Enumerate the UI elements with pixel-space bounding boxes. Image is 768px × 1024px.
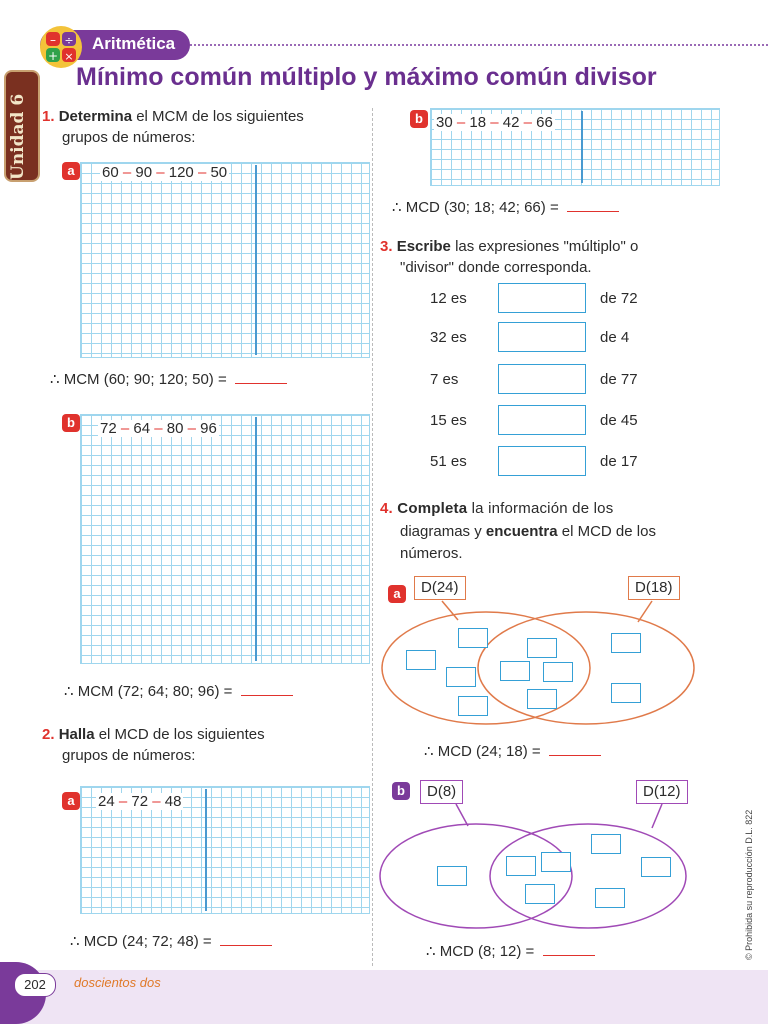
- svg-text:+: +: [47, 49, 59, 63]
- q1-text: el MCM de los siguientes: [136, 108, 304, 125]
- q2a-answer-blank[interactable]: [220, 945, 272, 946]
- q3-row3-right: de 77: [600, 371, 638, 388]
- q4b-box-3[interactable]: [541, 852, 571, 872]
- q4b-left-pointer: [456, 804, 468, 826]
- page-number-words: doscientos dos: [74, 975, 161, 990]
- q4-prompt: [380, 498, 613, 519]
- q4b-box-5[interactable]: [591, 834, 621, 854]
- q1a-answer-blank[interactable]: [235, 383, 287, 384]
- q1a-answer-text: ∴ MCM (60; 90; 120; 50) =: [50, 371, 231, 388]
- q1-prompt: [42, 106, 304, 127]
- q4b-box-6[interactable]: [641, 857, 671, 877]
- q4b-label: b: [392, 782, 410, 800]
- q3-row1-left: 12 es: [430, 290, 467, 307]
- q3-row2-input[interactable]: [498, 322, 586, 352]
- column-divider: [372, 108, 373, 966]
- q4a-box-7[interactable]: [543, 662, 573, 682]
- q4a-left-set-label: D(24): [414, 576, 466, 600]
- q4-text1: la información de los: [471, 500, 614, 517]
- q2-text: el MCD de los siguientes: [98, 726, 265, 743]
- unit-tab-label: Unidad 6: [8, 93, 28, 180]
- q1b-answer: [64, 682, 293, 700]
- q3-row4-left: 15 es: [430, 412, 467, 429]
- q4a-box-10[interactable]: [611, 683, 641, 703]
- q3-number: 3.: [380, 238, 393, 255]
- q4a-box-9[interactable]: [611, 633, 641, 653]
- q4b-left-set-label: D(8): [420, 780, 463, 804]
- q4a-answer: [424, 742, 601, 760]
- q4a-box-3[interactable]: [446, 667, 476, 687]
- q4a-answer-text: ∴ MCD (24; 18) =: [424, 743, 545, 760]
- svg-text:–: –: [50, 33, 56, 47]
- q2-number: 2.: [42, 726, 55, 743]
- q4-verb1: Completa: [397, 500, 468, 517]
- q4-text2b: el MCD de los: [561, 523, 656, 540]
- header-dotted-rule: [190, 44, 768, 46]
- copyright-notice: © Prohibida su reproducción D.L. 822: [744, 809, 754, 960]
- q4b-answer-blank[interactable]: [543, 955, 595, 956]
- q4a-box-5[interactable]: [527, 638, 557, 658]
- q2b-answer-blank[interactable]: [567, 211, 619, 212]
- q1-prompt-line2: grupos de números:: [62, 129, 196, 146]
- q2a-divider-line: [205, 789, 207, 911]
- q2a-answer-text: ∴ MCD (24; 72; 48) =: [70, 933, 216, 950]
- q3-row3-input[interactable]: [498, 364, 586, 394]
- q3-row3-left: 7 es: [430, 371, 459, 388]
- q4b-answer-text: ∴ MCD (8; 12) =: [426, 943, 539, 960]
- q2-prompt: [42, 724, 265, 745]
- q4a-box-1[interactable]: [406, 650, 436, 670]
- q2b-divider-line: [581, 111, 583, 183]
- q3-row2-left: 32 es: [430, 329, 467, 346]
- q4b-box-4[interactable]: [525, 884, 555, 904]
- q2b-answer: [392, 198, 619, 216]
- q4b-right-pointer: [652, 804, 662, 828]
- q2b-numbers: 30 – 18 – 42 – 66: [436, 114, 553, 131]
- q4b-box-1[interactable]: [437, 866, 467, 886]
- q2-prompt-line2: grupos de números:: [62, 747, 196, 764]
- q1a-label: a: [62, 162, 80, 180]
- q4b-venn-left-ellipse: [380, 824, 572, 928]
- q3-row1-right: de 72: [600, 290, 638, 307]
- page-number: 202: [14, 973, 56, 997]
- q1a-numbers: 60 – 90 – 120 – 50: [102, 164, 228, 181]
- q4a-box-4[interactable]: [458, 696, 488, 716]
- q1b-divider-line: [255, 417, 257, 661]
- q1-number: 1.: [42, 108, 55, 125]
- q1a-grid[interactable]: [80, 162, 370, 358]
- section-name: Aritmética: [92, 34, 176, 53]
- q3-row1-input[interactable]: [498, 283, 586, 313]
- q2a-label: a: [62, 792, 80, 810]
- q4-text2a: diagramas y: [400, 523, 482, 540]
- page-title: Mínimo común múltiplo y máximo común divisor: [76, 63, 657, 91]
- q4-prompt-line3: números.: [400, 545, 463, 562]
- q4b-answer: [426, 942, 595, 960]
- q3-row4-input[interactable]: [498, 405, 586, 435]
- q3-prompt-line2: "divisor" donde corresponda.: [400, 259, 592, 276]
- q2-verb: Halla: [58, 726, 95, 743]
- q1b-label: b: [62, 414, 80, 432]
- svg-text:×: ×: [64, 50, 74, 63]
- q4-verb2: encuentra: [485, 523, 558, 540]
- q4a-right-pointer: [638, 601, 652, 622]
- q1b-numbers: 72 – 64 – 80 – 96: [100, 420, 217, 437]
- q4a-answer-blank[interactable]: [549, 755, 601, 756]
- q4b-right-set-label: D(12): [636, 780, 688, 804]
- q2b-label: b: [410, 110, 428, 128]
- q2a-answer: [70, 932, 272, 950]
- q4a-box-6[interactable]: [500, 661, 530, 681]
- q4b-box-2[interactable]: [506, 856, 536, 876]
- q3-text: las expresiones "múltiplo" o: [455, 238, 639, 255]
- q3-row4-right: de 45: [600, 412, 638, 429]
- q1a-divider-line: [255, 165, 257, 355]
- q4b-box-7[interactable]: [595, 888, 625, 908]
- q1-verb: Determina: [58, 108, 133, 125]
- q3-row5-right: de 17: [600, 453, 638, 470]
- q1b-answer-blank[interactable]: [241, 695, 293, 696]
- q4a-box-2[interactable]: [458, 628, 488, 648]
- q4a-label: a: [388, 585, 406, 603]
- q4-number: 4.: [380, 500, 393, 517]
- svg-text:÷: ÷: [64, 34, 74, 47]
- q4a-right-set-label: D(18): [628, 576, 680, 600]
- q1b-grid[interactable]: [80, 414, 370, 664]
- q3-verb: Escribe: [396, 238, 451, 255]
- q3-row5-left: 51 es: [430, 453, 467, 470]
- q3-row5-input[interactable]: [498, 446, 586, 476]
- q2b-answer-text: ∴ MCD (30; 18; 42; 66) =: [392, 199, 563, 216]
- q3-row2-right: de 4: [600, 329, 630, 346]
- q2a-numbers: 24 – 72 – 48: [98, 793, 182, 810]
- q1a-answer: [50, 370, 287, 388]
- q4-prompt-line2: [400, 521, 656, 542]
- q1b-answer-text: ∴ MCM (72; 64; 80; 96) =: [64, 683, 237, 700]
- q4a-box-8[interactable]: [527, 689, 557, 709]
- q3-prompt: [380, 236, 638, 257]
